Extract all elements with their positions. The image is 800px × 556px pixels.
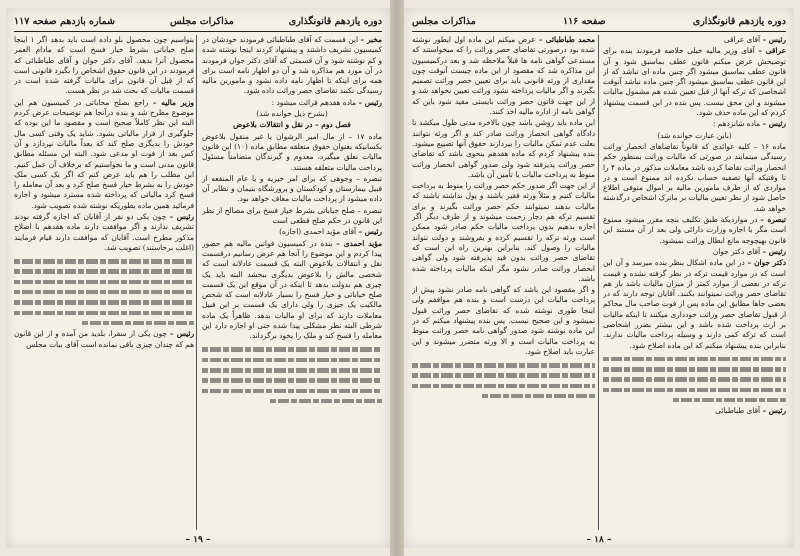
journal-title: دوره یازدهم قانونگذاری [288,15,382,27]
speech-text: بتواسیم چون محصول بلو داده است باید بدهد اگر ۱ اینجا صلح خیاباتی بشرط خیار فسخ است که مادام العمر محصول آنرا بدهد. آقای دکتر جوان و آقای طباطبائی که فرمودند در این قانون حقوق اشخاص را بگیرد قانونی است که از قبل آن قانون برای مالیات گرفته شده است در قسمت مالیات که بحث شد در نظر هست. [14,35,194,96]
speaker-name: محمد طباطبائی – [538,35,595,44]
right-page-column-left [412,35,595,530]
paragraph [412,35,595,117]
text-line [202,347,382,352]
speech-text: آقای عراقی [723,35,761,44]
text-line [412,373,595,378]
speech-text: ماده هفدهم قرائت میشود : [271,97,357,107]
paragraph [14,98,194,211]
speech-text: و اگر مقصود این باشد که گواهی نامه صادر نشود پیش از پرداخت مالیات این درست است و بنده هم موافقم ولی اینجا طوری نوشته شده که تقاضای حصر وراثت قبول نمیشود و این صحیح نیست. پس بنده پیشنهاد میکنم که در این ماده نوشته شود صدور گواهی نامه حصر وراثت منوط به پرداخت مالیات است و الا ورثه متضرر میشوند و این عبارت باید اصلاح شود. [412,285,595,356]
text-line [482,394,595,399]
paragraph [14,329,194,350]
paragraph [202,239,382,342]
speaker-name: عراقی – [758,46,786,56]
text-line [412,384,595,389]
journal-title: دوره یازدهم قانونگذاری [692,15,786,27]
speech-text: بنده در کمیسیون قوانین مالیه هم حضور پیدا کردم و این موضوع را آنجا هم عرض رسانیم درقسمت نقل و انتقالات بلاعوض البته یک قسمت عادلانه است که شخصی مالش را بلاعوض بدیگری ببخشد البته باید یک چیزی هم بدولت بدهد تا اینکه در آن موقع این یک قسمت صلح خیاباتی و خیار فسخ را بسیار عادلانه است که شخص مالکیت یک جیزی را ولی دارای یک قسمت بر این قبیل معاملات دارند که برای او مالیات بدهد. ظاهراً یک ماده شرطی البته نظر مشکلی پیدا شده حتی او اجازه دارد این معامله را فسخ کند و ملک را بخود برگرداند. [202,238,382,341]
speech-text: این ماده باید روشن باشد چون بالاخره مدتی طول میکشد تا دادگاه گواهی انحصار وراثت صادر کند و اگر ورثه نتوانند بعلت عدم تمکن مالیات را بپردازند حقوق آنها تضییع میشود. بنده پیشنهاد کردم که ماده هفدهم بنحوی باشد که تقاضای حصر وراثت پذیرفته شود ولی صدور گواهی انحصار وراثت منوط به پرداخت مالیات یا تأمین آن باشد. [412,118,595,179]
speaker-name: رئیس – [762,119,786,129]
right-page-header [412,12,786,30]
page-label: صفحه ۱۱۶ [562,15,606,27]
text-line [14,259,194,264]
text-line [603,388,786,393]
right-page [404,8,794,548]
column-divider [598,35,599,530]
speech-text: عرض میکنم این ماده اول ایطور نوشته شده بود درصورتی تقاضای حصر وراثت را که میخواستند که مستدعی گواهی نامه ها قبلاً ملاحظه شد و بعد درکمیسیون این مذاکره شد که مقصود از این ماده چیست آنوقت چون مقداری از ورثه قانونی باید برای تعیین حصر وراثت تصمیم بگیرند و اگر مالیات پرداخته نشود وراثت تعیین نخواهد شد و از این جهت قانون حصر وراثت بایستی مقید شود باین که گواهی نامه از اداره مالیه اخذ کنند. [412,35,595,117]
article-text: ماده ۱۶ – کلیه عوائدی که قانوناً تقاضاهای انحصار وراثت رسیدگی مینمایند در صورتی که مالیات وراثت بمنظور حکم انحصار وراثت تقاضا کرده باشد معاملات مذکور در ماده ۴ را تا وقتیکه آنها تصفیه حساب نکرده اند ممنوع است و در مواردی که از طرف مامورین مالیه بر اموال متوفی اطلاع حاصل شود از نظر تعیین مالیات بر ماترک اشخاص درگذشته خواهد شد. [603,141,786,213]
text-line [14,311,194,316]
speaker-name: رئیس – [358,97,382,107]
paragraph [603,215,786,246]
speech-text: راجع بصلح محاباتی در کمیسیون هم این موضوع مطرح شد و بنده درآنجا هم توضیحات عرض کردم البته این نظر کاملاً صحیح است و مقصود ما این بوده که جلوگیری از فرار مالیاتی بشود. شاید یک وقتی کسی مال خودش را بدیگری صلح کند که بعداً مالیات نپردازد و آن کس بعد از فوت او مدعی شود. البته این مسئله مطابق قانون مدنی است و ما نخواستیم که برخلاف آن عمل کنیم. این مطلب را هم باید عرض کنم که اگر یک کسی ملک خودش را به بشرط خیار فسخ صلح کرد و بعد آن معامله را فسخ کرد مالیاتی که پرداخته شده مسترد میشود و اجازه فرمائید همین ماده بطوریکه نوشته شده تصویب شود. [14,97,194,210]
paragraph [603,35,786,45]
speech-text: آقای مؤید احمدی (اجازه) [279,227,357,237]
page-number: – ۱۹ – [185,535,211,545]
paragraph [603,247,786,257]
speaker-name: تبصره – [760,215,786,225]
text-line [603,377,786,382]
speaker-name: مؤید احمدی – [336,238,382,248]
speech-text: چون یکی دو نفر از آقایان که اجازه گرفته بودند تشریف ندارند و اگر موافقت دارند ماده هفدهم با اصلاح مذکور مطرح است. آقایان که موافقت دارند قیام فرمایند (اغلب برخاستند) تصویب شد. [14,212,194,252]
speech-text: این قسمت که آقای طباطبائی فرمودند خودشان در کمیسیون تشریف داشتند و پیشنهاد کردند اینجا نوشته شده و کم نوشته شود و آن قسمتی که آقای دکتر جوان فرمودند در آن مورد هم مذاکره شد و آن دو اظهار نامه است برای همه برای اینکه تا اظهار نامه داده نشود و مامورین مالیه رسیدگی نکنند تقاضای حصر وراثت داده شود. [202,35,382,96]
text-line [673,398,786,403]
text-line [412,363,595,368]
reading-note: (باین عبارت خوانده شد) [657,130,732,140]
text-line [202,378,382,383]
paragraph [202,227,382,237]
paragraph [14,212,194,253]
text-line [202,368,382,373]
left-page [6,8,390,548]
speaker-name: رئیس – [169,329,194,339]
text-line [270,399,382,404]
speaker-name: رئیس – [762,246,786,256]
note-text: تبصره – صلح خیاباتی بشرط خیار فسخ برای مصالح از نظر این قانون در حکم صلح قطعی است [202,205,382,226]
column-divider [196,35,197,530]
header-rule [14,31,382,32]
text-line [603,357,786,362]
text-line [82,321,194,326]
speech-text: از این جهت اگر صدور حکم حصر وراثت را منوط به پرداخت مالیات کنیم و مثلاً ورثه فقیر باشند و پول نداشته باشند که مالیات بدهند نمیتوانند حکم حصر وراثت بگیرند و برای تقسیم ترکه هم دچار زحمت میشوند و از طرف دیگر اگر اجازه بدهیم بدون پرداخت مالیات حکم صادر شود ممکن است ورثه ترکه را تقسیم کرده و بفروشند و دولت نتواند مالیات را وصول کند. بنابراین بهترین راه این است که تقاضای حصر وراثت بدون قید پذیرفته شود ولی گواهی انحصار وراثت صادر نشود مگر اینکه مالیات پرداخته شده باشد. [412,181,595,283]
speech-text: آقای دکتر جوان [712,246,761,256]
left-page-header [14,12,382,30]
note-text: در مواردیکه طبق تکلیف بنچه مقرر میشود ممنوع است مگر با اجازه وزارت دارائی ولی بعد از آن مستند این قانون بهیچوجه مانع ابطال وراثت نمیشود. [603,215,786,245]
text-line [603,367,786,372]
text-line [14,290,194,295]
session-title: مذاکرات مجلس [169,15,234,27]
text-line [14,280,194,285]
left-page-column-left [14,35,194,530]
paragraph [603,46,786,118]
paragraph [202,35,382,97]
session-title: مذاکرات مجلس [412,15,476,27]
text-line [202,389,382,394]
paragraph [603,119,786,129]
text-line [14,269,194,274]
text-line [14,300,194,305]
speaker-name: رئیس – [358,227,382,237]
speaker-name: دکتر جوان – [747,258,786,268]
speech-text: آقای وزیر مالیه خیلی خلاصه فرمودند بنده برای توضیحش عرض میکنم قانون عطف بماسبق شود و آن قانون عطف بماسبق میشود اگر چنین ماده ای نباشد که از این قانون عطف بماسبق میشود اگر چنین ماده نباشد آنوقت اشخاصی که ترکه آنها از قبل تعیین شده هم مشمول مالیات میشوند و این محق نیست. پس بنده در این قسمت پیشنهاد کردم که این ماده حذف شود. [603,46,786,118]
book-gutter [390,0,404,556]
speaker-name: رئیس – [762,406,786,416]
right-page-column-right [603,35,786,530]
page-label: شماره بازدهم صفحه ۱۱۷ [14,15,115,27]
header-rule [412,31,786,32]
speaker-name: مخبر – [360,35,382,44]
paragraph [603,258,786,351]
reading-note: (بشرح ذیل خوانده شد) [256,109,328,119]
paragraph [202,98,382,108]
left-page-column-right [202,35,382,530]
speaker-name: وزیر مالیه – [152,97,194,107]
speaker-name: رئیس – [762,35,786,44]
speech-text: چون یکی از سفرا، بلدید من آمده و از این قانون هم که چندان چیزی باقی نمانده است آقای بیات مجلس [14,329,194,349]
text-line [202,358,382,363]
speech-text: آقای طباطبائی [715,406,761,416]
speech-text: در این ماده اشکال بنظر بنده میرسد و آن این است که در موارد قیمت ترکه در نظر گرفته نشده و قیمت ترکه در بعضی از موارد کمتر از میزان مالیات باشد باز هم تقاضای حصر وراثت نمیتوانند بکنند. آقایان توجه دارند که در بعضی جاها مطابق این ماده پس از فوت صاحب مال محاکم از قبول تقاضای حصر وراثت خودداری میکنند تا اینکه مالیات بر ارث پرداخت شده باشد و این بیشتر بضرر اشخاصی است که ترکه کمی دارند و وسیله پرداخت مالیات ندارند. بنابراین بنده پیشنهاد میکنم که این ماده اصلاح شود. [603,258,786,350]
paragraph [603,406,786,416]
article-text: ماده ۱۷ – از مال امیر الرشوان یا غیر منقول بلاعوض بکسانیکه بعنوان حقوق متعلقه مطابق ماده (۱۰) این قانون مالیات تعلق میگیرد، معدوم و گیرندگان متضامناً مسئول پرداخت مالیات متعلقه هستند. [202,131,382,172]
page-number: – ۱۸ – [586,535,612,545]
note-text: تبصره – وجوهی که برای امر خیریه و یا عام المنفعه از قبیل بیمارستان و کودکستان و پرورشگاه بتیمان و نظایر آن داده میشود از پرداخت مالیات معاف خواهد بود. [202,173,382,204]
speaker-name: رئیس – [169,212,194,222]
section-heading: فصل دوم – در نقل و انتقالات بلاعوض [233,120,351,130]
speech-text: ماده شانزدهم : [712,119,761,129]
